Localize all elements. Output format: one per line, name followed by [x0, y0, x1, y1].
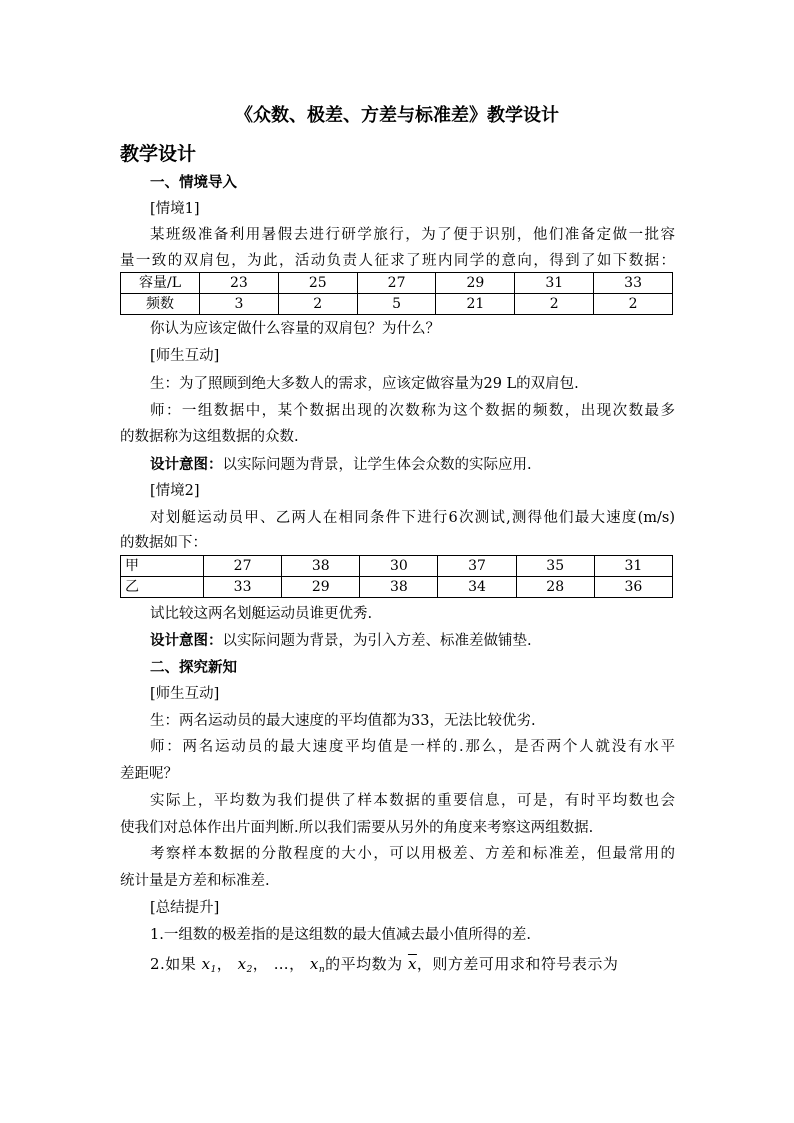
- point2-suffix: ，则方差可用求和符号表示为: [416, 955, 619, 973]
- math-subscript: 1: [210, 965, 217, 975]
- scene2-question: 试比较这两名划艇运动员谁更优秀.: [150, 606, 373, 622]
- paragraph2-line2: 统计量是方差和标准差.: [120, 873, 270, 889]
- paragraph1-line2: 使我们对总体作出片面判断.所以我们需要从另外的角度来考察这两组数据.: [120, 820, 594, 836]
- table-cell: 3: [200, 294, 279, 315]
- point2-prefix: 2.如果: [150, 955, 197, 973]
- interaction-label: [师生互动]: [150, 348, 220, 364]
- teacher-line2: 的数据称为这组数据的众数.: [120, 429, 299, 445]
- table-cell: 容量/L: [121, 273, 200, 294]
- table-cell: 36: [594, 577, 672, 598]
- table-cell: 33: [204, 577, 282, 598]
- scene1-label: [情境1]: [150, 201, 200, 217]
- math-mean-x: $\overline{x}$: [407, 955, 417, 973]
- scene2-label: [情境2]: [150, 483, 200, 499]
- math-separator: ，: [216, 955, 233, 973]
- document-title: 《众数、极差、方差与标准差》教学设计: [235, 105, 559, 126]
- scene1-paragraph-line2: 量一致的双肩包，为此，活动负责人征求了班内同学的意向，得到了如下数据：: [120, 253, 675, 269]
- table-row: [121, 556, 673, 577]
- table-cell: 37: [438, 556, 516, 577]
- table-cell: 38: [360, 577, 438, 598]
- table-cell: 38: [282, 556, 360, 577]
- teacher-line1: 师：一组数据中，某个数据出现的次数称为这个数据的频数，出现次数最多: [150, 403, 675, 419]
- teacher-line2: 差距呢？: [120, 766, 178, 782]
- summary-point-1: 1.一组数的极差指的是这组数的最大值减去最小值所得的差.: [150, 927, 531, 943]
- scene1-paragraph-line1: 某班级准备利用暑假去进行研学旅行，为了便于识别，他们准备定做一批容: [150, 227, 675, 243]
- table-cell: 甲: [121, 556, 204, 577]
- table-cell: 乙: [121, 577, 204, 598]
- teacher-line1: 师：两名运动员的最大速度平均值是一样的.那么，是否两个人就没有水平: [150, 739, 675, 755]
- scene1-question: 你认为应该定做什么容量的双肩包？为什么？: [150, 321, 440, 337]
- math-var-x: x: [309, 955, 319, 973]
- table-cell: 28: [516, 577, 594, 598]
- table-cell: 29: [282, 577, 360, 598]
- math-var-x: x: [237, 955, 247, 973]
- table-cell: 频数: [121, 294, 200, 315]
- scene2-paragraph-line2: 的数据如下：: [120, 535, 207, 551]
- summary-point-2: [150, 953, 675, 981]
- section2-heading: 二、探究新知: [150, 659, 237, 676]
- paragraph1-line1: 实际上，平均数为我们提供了样本数据的重要信息，可是，有时平均数也会: [150, 793, 675, 809]
- table-cell: 2: [594, 294, 673, 315]
- point2-mid: 的平均数为: [325, 955, 403, 973]
- speed-table: [120, 555, 673, 598]
- table-row: [121, 273, 673, 294]
- table-cell: 5: [357, 294, 436, 315]
- table-cell: 35: [516, 556, 594, 577]
- interaction-label: [师生互动]: [150, 686, 220, 702]
- paragraph2-line1: 考察样本数据的分散程度的大小，可以用极差、方差和标准差，但最常用的: [150, 846, 675, 862]
- table-cell: 31: [515, 273, 594, 294]
- table-cell: 2: [278, 294, 357, 315]
- math-separator: ，: [252, 955, 269, 973]
- table-row: [121, 577, 673, 598]
- table-cell: 27: [357, 273, 436, 294]
- student-answer: 生：为了照顾到绝大多数人的需求，应该定做容量为29 L的双肩包.: [150, 376, 579, 392]
- table-cell: 31: [594, 556, 672, 577]
- math-subscript: n: [318, 965, 326, 975]
- design-intent-text: 以实际问题为背景，为引入方差、标准差做铺垫.: [222, 633, 532, 649]
- table-cell: 25: [278, 273, 357, 294]
- design-intent-text: 以实际问题为背景，让学生体会众数的实际应用.: [222, 457, 532, 473]
- table-cell: 23: [200, 273, 279, 294]
- section-heading: 教学设计: [120, 143, 197, 165]
- scene2-paragraph-line1: 对划艇运动员甲、乙两人在相同条件下进行6次测试,测得他们最大速度(m/s): [150, 510, 675, 526]
- backpack-capacity-table: [120, 272, 673, 315]
- design-intent-1: [150, 454, 675, 476]
- table-row: [121, 294, 673, 315]
- design-intent-label: 设计意图：: [150, 632, 223, 649]
- table-cell: 21: [436, 294, 515, 315]
- table-cell: 29: [436, 273, 515, 294]
- math-separator: ，: [289, 955, 305, 973]
- design-intent-2: [150, 630, 675, 652]
- section1-heading: 一、情境导入: [150, 174, 237, 191]
- table-cell: 34: [438, 577, 516, 598]
- math-subscript: 2: [246, 965, 253, 975]
- math-var-x: x: [201, 955, 211, 973]
- design-intent-label: 设计意图：: [150, 456, 223, 473]
- student-answer: 生：两名运动员的最大速度的平均值都为33，无法比较优劣.: [150, 713, 536, 729]
- math-ellipsis: …: [273, 955, 290, 973]
- table-cell: 33: [594, 273, 673, 294]
- table-cell: 2: [515, 294, 594, 315]
- table-cell: 30: [360, 556, 438, 577]
- summary-label: [总结提升]: [150, 900, 220, 916]
- table-cell: 27: [204, 556, 282, 577]
